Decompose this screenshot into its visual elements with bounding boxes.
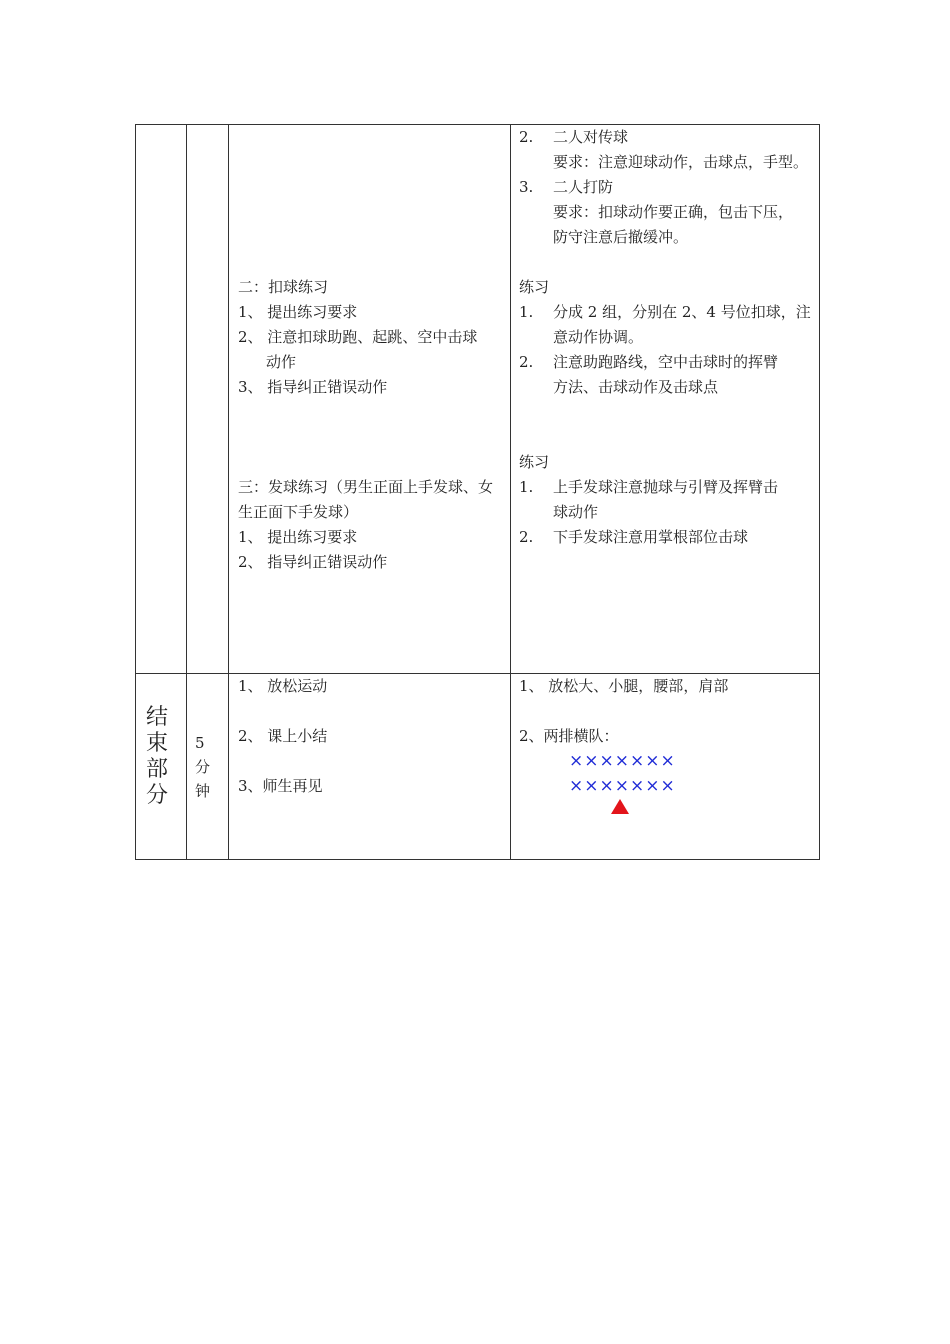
end-content-item: 2、 课上小结 <box>238 727 328 745</box>
practice-item-number: 2. <box>519 353 534 371</box>
spike-item: 动作 <box>266 353 297 371</box>
end-method-item: 2、两排横队： <box>519 727 619 745</box>
pass-drill-requirement: 要求：注意迎球动作，击球点，手型。 <box>553 153 809 171</box>
practice-item-number: 2. <box>519 528 534 546</box>
spike-item: 3、 指导纠正错误动作 <box>238 378 388 396</box>
serve-practice-title: 三：发球练习（男生正面上手发球、女 <box>238 478 494 496</box>
end-time-char: 分 <box>195 758 211 776</box>
dig-drill-requirement-cont: 防守注意后撤缓冲。 <box>553 228 689 246</box>
serve-practice-title-cont: 生正面下手发球） <box>238 503 359 521</box>
formation-row-students: ××××××× <box>569 751 676 771</box>
practice-item: 分成 2 组，分别在 2、4 号位扣球，注 <box>553 303 811 321</box>
end-content-item: 1、 放松运动 <box>238 677 328 695</box>
end-part-char: 结 <box>146 705 169 730</box>
column-divider <box>228 125 229 859</box>
teacher-position-icon <box>611 799 629 814</box>
practice-item: 上手发球注意抛球与引臂及挥臂击 <box>553 478 779 496</box>
spike-item: 1、 提出练习要求 <box>238 303 358 321</box>
practice-title: 练习 <box>519 453 550 471</box>
lesson-plan-table <box>135 124 820 860</box>
spike-practice-title: 二：扣球练习 <box>238 278 329 296</box>
formation-row-students: ××××××× <box>569 776 676 796</box>
end-part-char: 部 <box>146 757 169 782</box>
practice-item-cont: 球动作 <box>553 503 599 521</box>
serve-item: 1、 提出练习要求 <box>238 528 358 546</box>
practice-item: 注意助跑路线，空中击球时的挥臂 <box>553 353 779 371</box>
dig-drill-title: 二人打防 <box>553 178 614 196</box>
end-time-char: 5 <box>195 734 205 752</box>
column-divider <box>186 125 187 859</box>
end-part-char: 束 <box>146 731 169 756</box>
practice-title: 练习 <box>519 278 550 296</box>
serve-item: 2、 指导纠正错误动作 <box>238 553 388 571</box>
end-part-char: 分 <box>146 783 169 808</box>
end-content-item: 3、师生再见 <box>238 777 323 795</box>
dig-drill-number: 3. <box>519 178 534 196</box>
end-time-char: 钟 <box>195 782 211 800</box>
end-method-item: 1、 放松大、小腿，腰部，肩部 <box>519 677 729 695</box>
column-divider <box>510 125 511 859</box>
pass-drill-number: 2. <box>519 128 534 146</box>
practice-item-number: 1. <box>519 303 534 321</box>
practice-item-cont: 意动作协调。 <box>553 328 644 346</box>
practice-item-number: 1. <box>519 478 534 496</box>
practice-item: 下手发球注意用掌根部位击球 <box>553 528 749 546</box>
dig-drill-requirement: 要求：扣球动作要正确，包击下压， <box>553 203 794 221</box>
spike-item: 2、 注意扣球助跑、起跳、空中击球 <box>238 328 478 346</box>
practice-item-cont: 方法、击球动作及击球点 <box>553 378 719 396</box>
pass-drill-title: 二人对传球 <box>553 128 629 146</box>
